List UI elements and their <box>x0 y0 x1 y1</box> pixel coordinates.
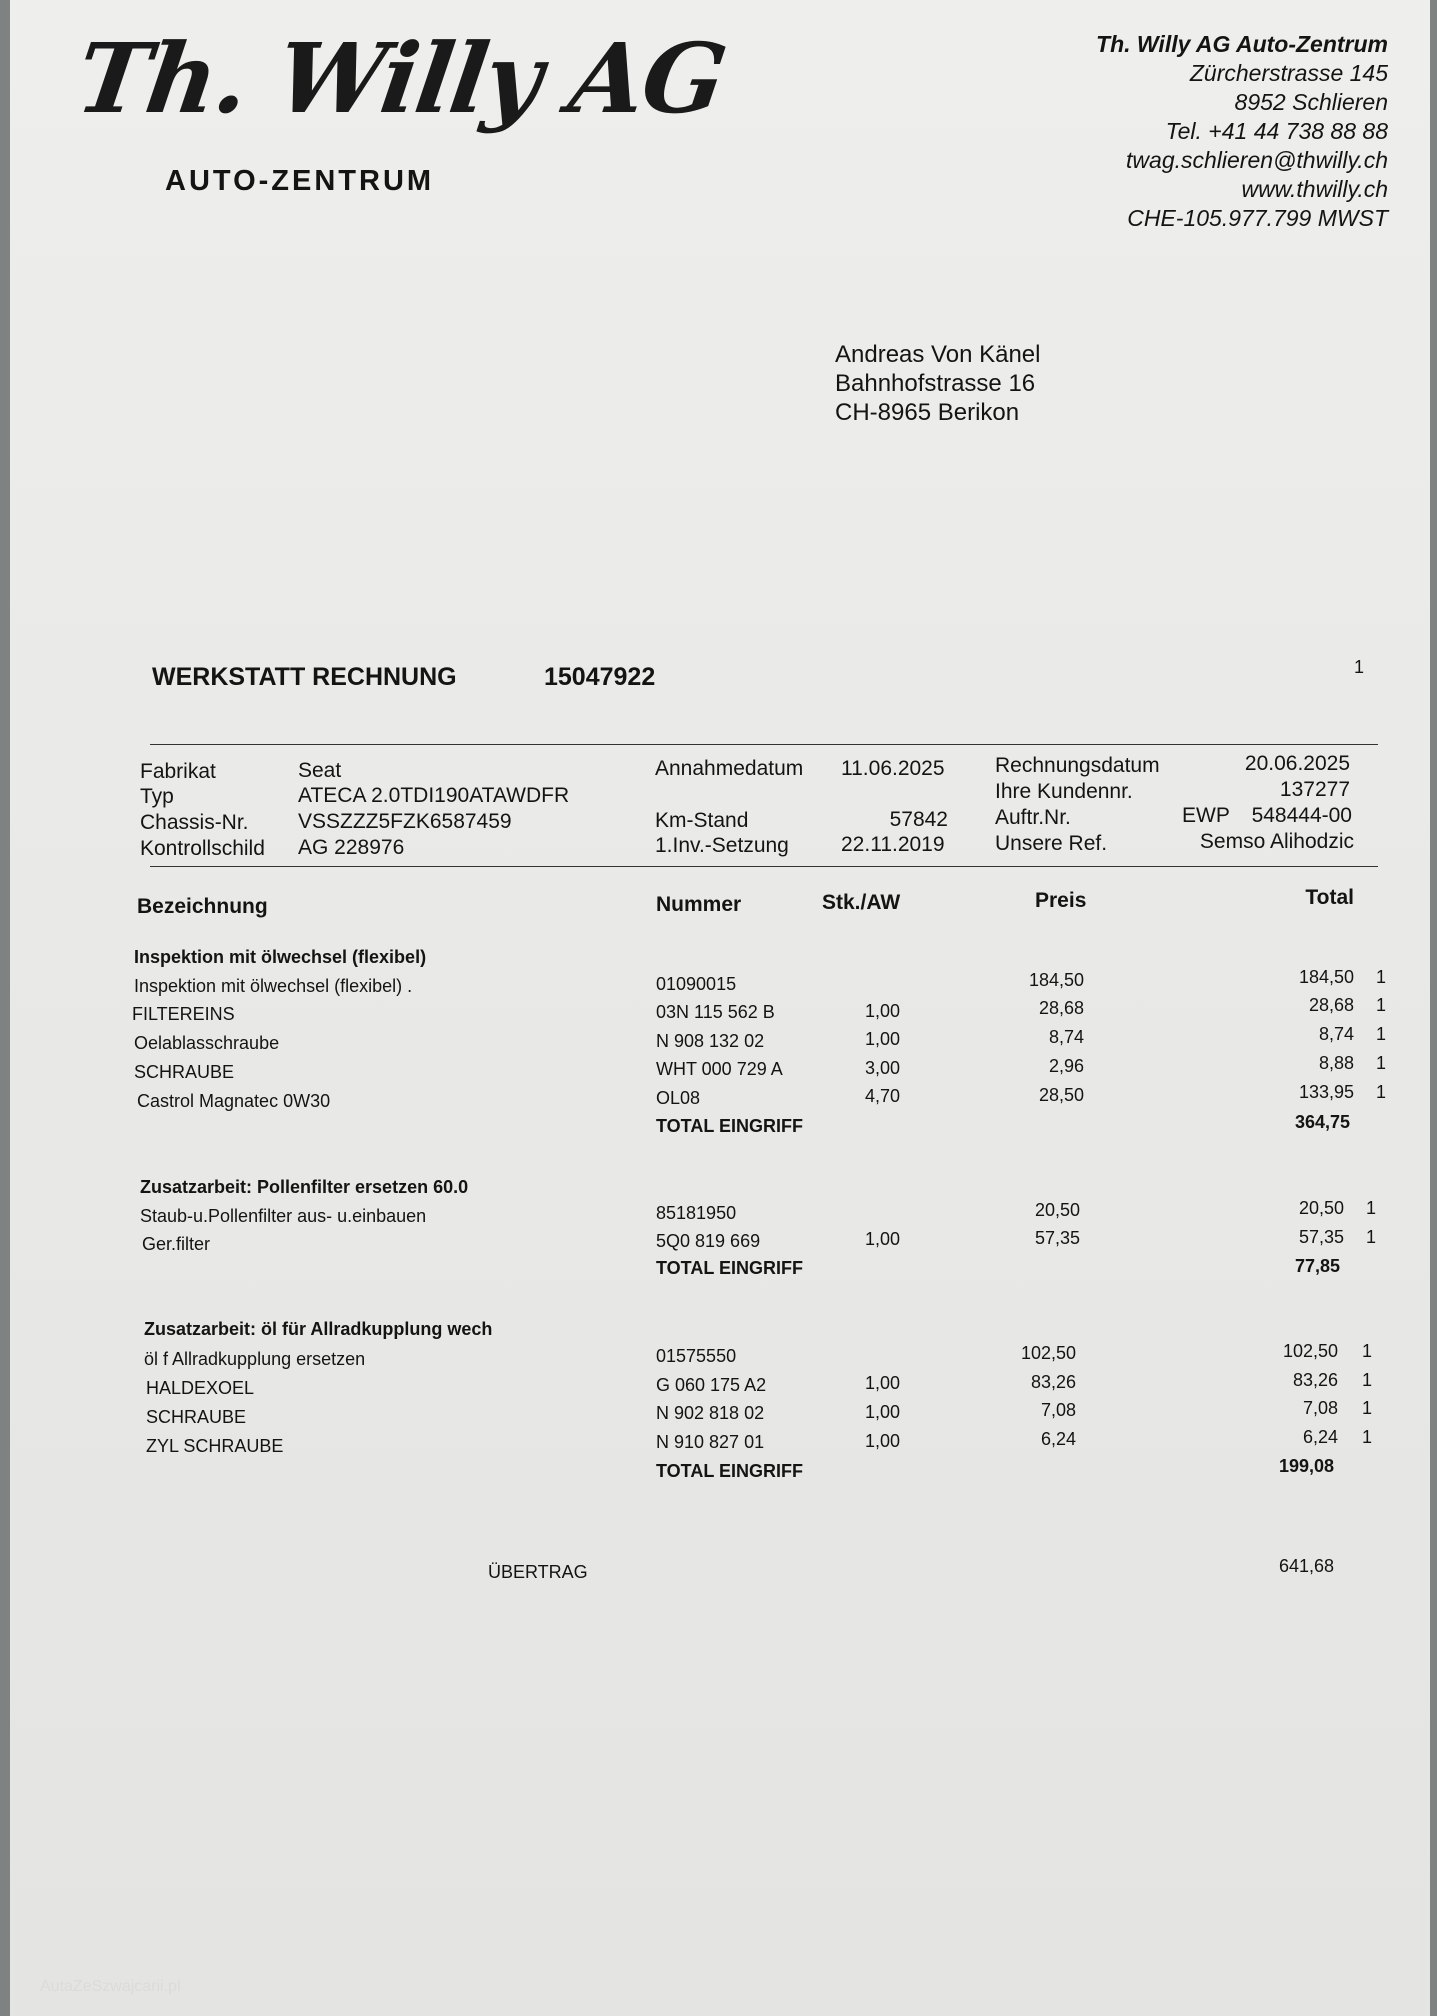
item-preis: 28,50 <box>1038 1085 1084 1105</box>
item-preis: 7,08 <box>1040 1400 1076 1420</box>
item-flag: 1 <box>1376 995 1387 1015</box>
item-nummer: 85181950 <box>656 1203 737 1223</box>
item-flag: 1 <box>1366 1227 1377 1247</box>
item-flag: 1 <box>1376 1053 1387 1073</box>
recipient-city: CH-8965 Berikon <box>835 399 1020 426</box>
item-desc: Oelablasschraube <box>134 1033 280 1053</box>
item-preis: 83,26 <box>1030 1372 1076 1392</box>
col-stk: Stk./AW <box>822 891 901 914</box>
item-flag: 1 <box>1376 967 1387 987</box>
ewp-code: EWP <box>1182 804 1230 827</box>
watermark: AutaZeSzwajcarii.pl <box>40 1978 181 1995</box>
item-total: 7,08 <box>1302 1398 1338 1418</box>
item-total: 57,35 <box>1298 1227 1344 1247</box>
page-number: 1 <box>1354 657 1365 677</box>
item-preis: 57,35 <box>1034 1228 1080 1248</box>
item-desc: ZYL SCHRAUBE <box>146 1436 284 1456</box>
col-preis: Preis <box>1035 889 1087 912</box>
section-total-value: 77,85 <box>1294 1256 1340 1276</box>
section-title: Zusatzarbeit: Pollenfilter ersetzen 60.0 <box>140 1177 469 1197</box>
invoice-number: 15047922 <box>544 663 656 691</box>
item-nummer: 01575550 <box>656 1346 737 1366</box>
item-stk: 3,00 <box>864 1058 900 1078</box>
km-label: Km-Stand <box>655 809 749 832</box>
item-desc: Castrol Magnatec 0W30 <box>137 1091 331 1111</box>
ref-value: Semso Alihodzic <box>1199 830 1354 853</box>
inv-value: 22.11.2019 <box>841 833 945 856</box>
item-desc: Inspektion mit ölwechsel (flexibel) . <box>134 976 413 996</box>
kunden-value: 137277 <box>1279 778 1350 801</box>
invoice-title: WERKSTATT RECHNUNG <box>152 663 457 691</box>
section-total-label: TOTAL EINGRIFF <box>656 1116 803 1136</box>
section-total-value: 364,75 <box>1294 1112 1350 1132</box>
invoice-page <box>10 0 1430 2016</box>
section-total-value: 199,08 <box>1278 1456 1334 1476</box>
item-stk: 4,70 <box>864 1086 900 1106</box>
item-preis: 184,50 <box>1028 970 1084 990</box>
item-desc: SCHRAUBE <box>134 1062 235 1082</box>
item-stk: 1,00 <box>864 1029 900 1049</box>
company-city: 8952 Schlieren <box>1234 89 1388 115</box>
fabrikat-value: Seat <box>298 759 342 782</box>
uebertrag-value: 641,68 <box>1278 1556 1334 1576</box>
section-title: Inspektion mit ölwechsel (flexibel) <box>134 947 427 967</box>
item-flag: 1 <box>1376 1082 1387 1102</box>
chassis-value: VSSZZZ5FZK6587459 <box>298 810 512 833</box>
item-nummer: N 902 818 02 <box>656 1403 765 1423</box>
item-flag: 1 <box>1362 1398 1373 1418</box>
rechnung-label: Rechnungsdatum <box>995 754 1160 777</box>
item-desc: SCHRAUBE <box>146 1407 247 1427</box>
item-desc: HALDEXOEL <box>146 1378 255 1398</box>
item-stk: 1,00 <box>864 1431 900 1451</box>
item-nummer: OL08 <box>656 1088 701 1108</box>
item-nummer: 5Q0 819 669 <box>656 1231 761 1251</box>
company-street: Zürcherstrasse 145 <box>1189 60 1388 86</box>
item-total: 133,95 <box>1298 1082 1354 1102</box>
divider-header <box>150 866 1378 867</box>
item-nummer: N 908 132 02 <box>656 1031 765 1051</box>
item-nummer: N 910 827 01 <box>656 1432 765 1452</box>
item-flag: 1 <box>1362 1341 1373 1361</box>
item-total: 102,50 <box>1282 1341 1338 1361</box>
company-logo: Th. Willy AG <box>70 22 732 135</box>
logo-subtitle: AUTO-ZENTRUM <box>165 165 435 197</box>
item-preis: 28,68 <box>1038 998 1084 1018</box>
item-preis: 2,96 <box>1048 1056 1084 1076</box>
col-bezeichnung: Bezeichnung <box>137 895 268 918</box>
item-nummer: WHT 000 729 A <box>656 1059 783 1079</box>
chassis-label: Chassis-Nr. <box>140 811 249 834</box>
item-total: 6,24 <box>1302 1427 1338 1447</box>
typ-value: ATECA 2.0TDI190ATAWDFR <box>298 784 570 807</box>
company-email: twag.schlieren@thwilly.ch <box>1126 147 1388 173</box>
item-desc: Ger.filter <box>142 1234 211 1254</box>
uebertrag-label: ÜBERTRAG <box>488 1562 588 1582</box>
company-web: www.thwilly.ch <box>1241 176 1388 202</box>
section-total-label: TOTAL EINGRIFF <box>656 1258 803 1278</box>
item-nummer: G 060 175 A2 <box>656 1375 767 1395</box>
item-stk: 1,00 <box>864 1229 900 1249</box>
item-preis: 6,24 <box>1040 1429 1076 1449</box>
item-total: 28,68 <box>1308 995 1354 1015</box>
rechnung-value: 20.06.2025 <box>1244 752 1350 775</box>
auftr-label: Auftr.Nr. <box>995 806 1071 829</box>
fabrikat-label: Fabrikat <box>140 760 216 783</box>
section-title: Zusatzarbeit: öl für Allradkupplung wech <box>144 1319 493 1339</box>
km-value: 57842 <box>889 808 948 831</box>
item-desc: öl f Allradkupplung ersetzen <box>144 1349 366 1369</box>
item-desc: FILTEREINS <box>132 1004 235 1024</box>
item-preis: 102,50 <box>1020 1343 1076 1363</box>
recipient-address <box>835 340 1041 427</box>
item-preis: 8,74 <box>1048 1027 1084 1047</box>
item-flag: 1 <box>1366 1198 1377 1218</box>
item-flag: 1 <box>1362 1427 1373 1447</box>
item-total: 20,50 <box>1298 1198 1344 1218</box>
item-preis: 20,50 <box>1034 1200 1080 1220</box>
item-flag: 1 <box>1376 1024 1387 1044</box>
item-desc: Staub-u.Pollenfilter aus- u.einbauen <box>140 1206 427 1226</box>
annahme-value: 11.06.2025 <box>841 757 945 780</box>
ref-label: Unsere Ref. <box>995 832 1108 855</box>
annahme-label: Annahmedatum <box>655 757 804 780</box>
kontroll-label: Kontrollschild <box>140 837 265 860</box>
company-phone: Tel. +41 44 738 88 88 <box>1165 118 1388 144</box>
section-total-label: TOTAL EINGRIFF <box>656 1461 803 1481</box>
item-stk: 1,00 <box>864 1402 900 1422</box>
recipient-name: Andreas Von Känel <box>835 341 1041 368</box>
item-nummer: 01090015 <box>656 974 737 994</box>
divider-top <box>150 744 1378 745</box>
company-vat: CHE-105.977.799 MWST <box>1127 205 1388 231</box>
kontroll-value: AG 228976 <box>298 836 405 859</box>
recipient-street: Bahnhofstrasse 16 <box>835 370 1036 397</box>
kunden-label: Ihre Kundennr. <box>995 780 1133 803</box>
item-flag: 1 <box>1362 1370 1373 1390</box>
company-name: Th. Willy AG Auto-Zentrum <box>1096 31 1388 57</box>
item-total: 8,88 <box>1318 1053 1354 1073</box>
company-address <box>1096 30 1388 233</box>
col-nummer: Nummer <box>656 893 742 916</box>
auftr-value: 548444-00 <box>1251 804 1352 827</box>
item-total: 184,50 <box>1298 967 1354 987</box>
item-stk: 1,00 <box>864 1001 900 1021</box>
item-total: 83,26 <box>1292 1370 1338 1390</box>
item-stk: 1,00 <box>864 1373 900 1393</box>
item-nummer: 03N 115 562 B <box>656 1002 775 1022</box>
inv-label: 1.Inv.-Setzung <box>655 834 789 857</box>
item-total: 8,74 <box>1318 1024 1354 1044</box>
typ-label: Typ <box>140 785 174 808</box>
col-total: Total <box>1305 886 1354 909</box>
